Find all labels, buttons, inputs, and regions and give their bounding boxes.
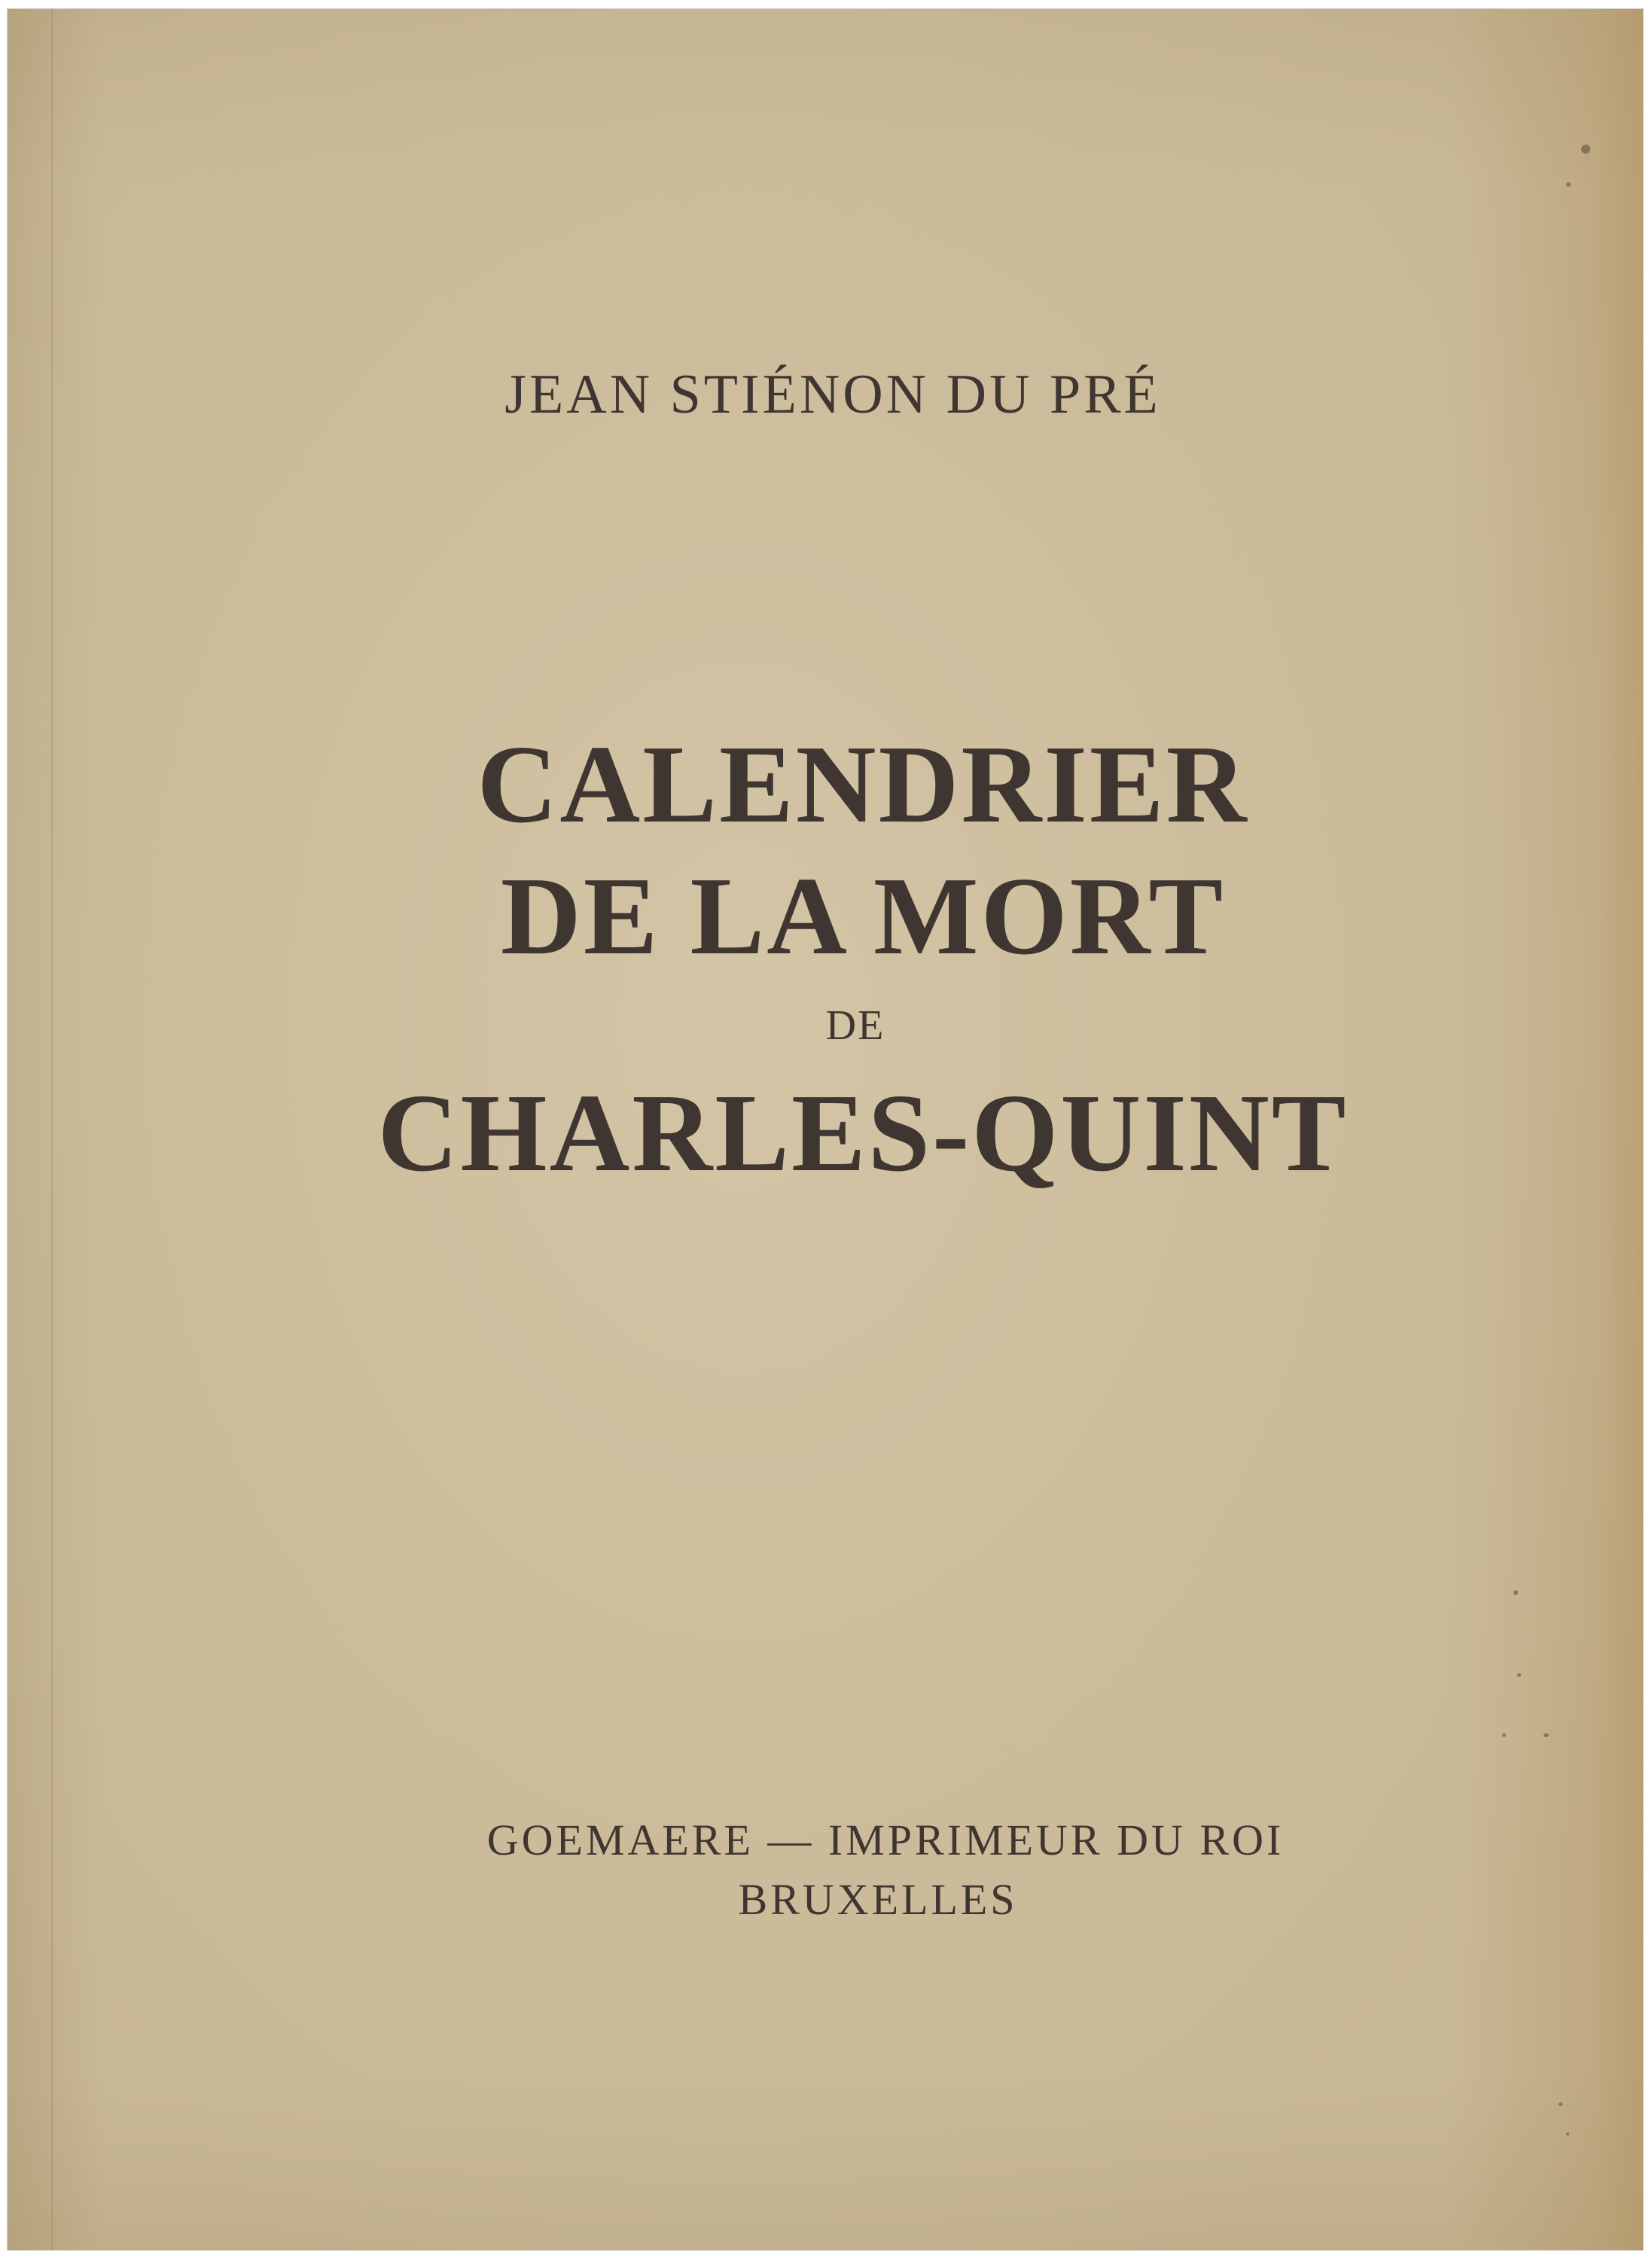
foxing-spot [1513,1590,1518,1595]
publisher-city: BRUXELLES [738,1875,1018,1924]
title-line-2: DE LA MORT [500,855,1226,978]
title-line-1: CALENDRIER [477,723,1249,846]
title-line-3: DE [825,1002,885,1049]
foxing-spot [1566,182,1571,187]
foxing-spot [1544,1733,1549,1737]
foxing-spot [1502,1733,1506,1737]
foxing-spot [1566,2132,1569,2136]
author-name: JEAN STIÉNON DU PRÉ [504,364,1161,425]
foxing-spot [1517,1673,1521,1677]
title-line-4: CHARLES-QUINT [377,1072,1349,1195]
foxing-spot [1581,145,1590,154]
book-cover [8,9,1643,2250]
foxing-spot [1559,2102,1562,2106]
publisher-name: GOEMAERE — IMPRIMEUR DU ROI [486,1815,1285,1864]
